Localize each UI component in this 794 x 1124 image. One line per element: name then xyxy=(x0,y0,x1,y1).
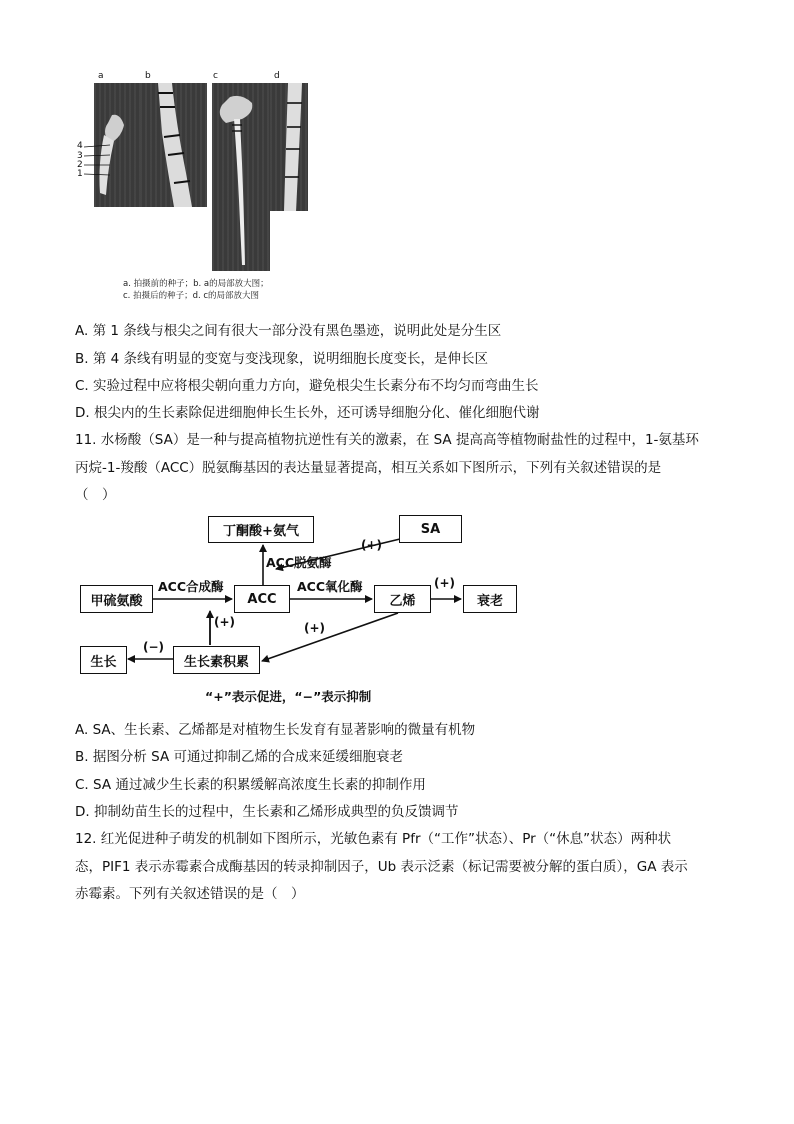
scale-leader-lines xyxy=(84,140,114,190)
sign-minus-growth: (−) xyxy=(143,640,165,654)
node-ethylene: 乙烯 xyxy=(374,585,431,613)
scale-number-3: 3 xyxy=(77,151,83,161)
panel-label-c: c xyxy=(213,71,218,81)
node-methionine: 甲硫氨酸 xyxy=(80,585,153,613)
sign-plus-sa: (+) xyxy=(361,538,383,552)
node-auxin-accumulation: 生长素积累 xyxy=(173,646,260,674)
q11-stem-line-2: 丙烷-1-羧酸（ACC）脱氨酶基因的表达量显著提高，相互关系如下图所示，下列有关叙述错误的是 xyxy=(75,460,662,476)
scale-number-4: 4 xyxy=(77,141,83,151)
q11-stem-line-1: 11. 水杨酸（SA）是一种与提高植物抗逆性有关的激素，在 SA 提高高等植物耐盐性的过程中，1-氨基环 xyxy=(75,432,699,448)
q10-option-c: C. 实验过程中应将根尖朝向重力方向，避免根尖生长素分布不均匀而弯曲生长 xyxy=(75,378,539,394)
photo-panel-c xyxy=(212,83,270,271)
q12-stem-line-2: 态，PIF1 表示赤霉素合成酶基因的转录抑制因子，Ub 表示泛素（标记需要被分解的蛋白质），GA 表示 xyxy=(75,859,688,875)
q11-stem-line-3: （ ） xyxy=(75,487,116,503)
q11-option-c: C. SA 通过减少生长素的积累缓解高浓度生长素的抑制作用 xyxy=(75,777,426,793)
node-aging: 衰老 xyxy=(463,585,517,613)
q10-option-b: B. 第 4 条线有明显的变宽与变浅现象，说明细胞长度变长，是伸长区 xyxy=(75,351,489,367)
q11-option-a: A. SA、生长素、乙烯都是对植物生长发育有显著影响的微量有机物 xyxy=(75,722,476,738)
scale-number-1: 1 xyxy=(77,169,83,179)
diagram-legend: “+”表示促进，“−”表示抑制 xyxy=(205,689,372,704)
q12-stem-line-3: 赤霉素。下列有关叙述错误的是（ ） xyxy=(75,886,305,902)
edge-label-acc-deaminase: ACC脱氨酶 xyxy=(266,555,332,570)
node-butanone-ammonia: 丁酮酸+氨气 xyxy=(208,516,314,543)
sign-plus-auxin-acc: (+) xyxy=(214,615,236,629)
q12-stem-line-1: 12. 红光促进种子萌发的机制如下图所示，光敏色素有 Pfr（“工作”状态）、Pr（“休息”状态）两种状 xyxy=(75,831,672,847)
panel-label-d: d xyxy=(274,71,280,81)
q10-option-a: A. 第 1 条线与根尖之间有很大一部分没有黑色墨迹，说明此处是分生区 xyxy=(75,323,502,339)
panel-label-b: b xyxy=(145,71,151,81)
figure-caption-line-1: a. 拍摄前的种子；b. a的局部放大图； xyxy=(123,279,269,289)
node-sa: SA xyxy=(399,515,462,543)
sign-plus-aging: (+) xyxy=(434,576,456,590)
figure-caption-line-2: c. 拍摄后的种子；d. c的局部放大图 xyxy=(123,291,260,301)
node-acc: ACC xyxy=(234,585,290,613)
panel-label-a: a xyxy=(98,71,104,81)
q11-option-b: B. 据图分析 SA 可通过抑制乙烯的合成来延缓细胞衰老 xyxy=(75,749,403,765)
photo-panel-b xyxy=(140,83,207,207)
edge-label-acc-synthase: ACC合成酶 xyxy=(158,579,224,594)
node-growth: 生长 xyxy=(80,646,127,674)
q10-option-d: D. 根尖内的生长素除促进细胞伸长生长外，还可诱导细胞分化、催化细胞代谢 xyxy=(75,405,540,421)
q11-option-d: D. 抑制幼苗生长的过程中，生长素和乙烯形成典型的负反馈调节 xyxy=(75,804,459,820)
edge-label-acc-oxidase: ACC氧化酶 xyxy=(297,579,363,594)
scale-number-2: 2 xyxy=(77,160,83,170)
sign-plus-ethylene-auxin: (+) xyxy=(304,621,326,635)
photo-panel-d xyxy=(270,83,308,211)
